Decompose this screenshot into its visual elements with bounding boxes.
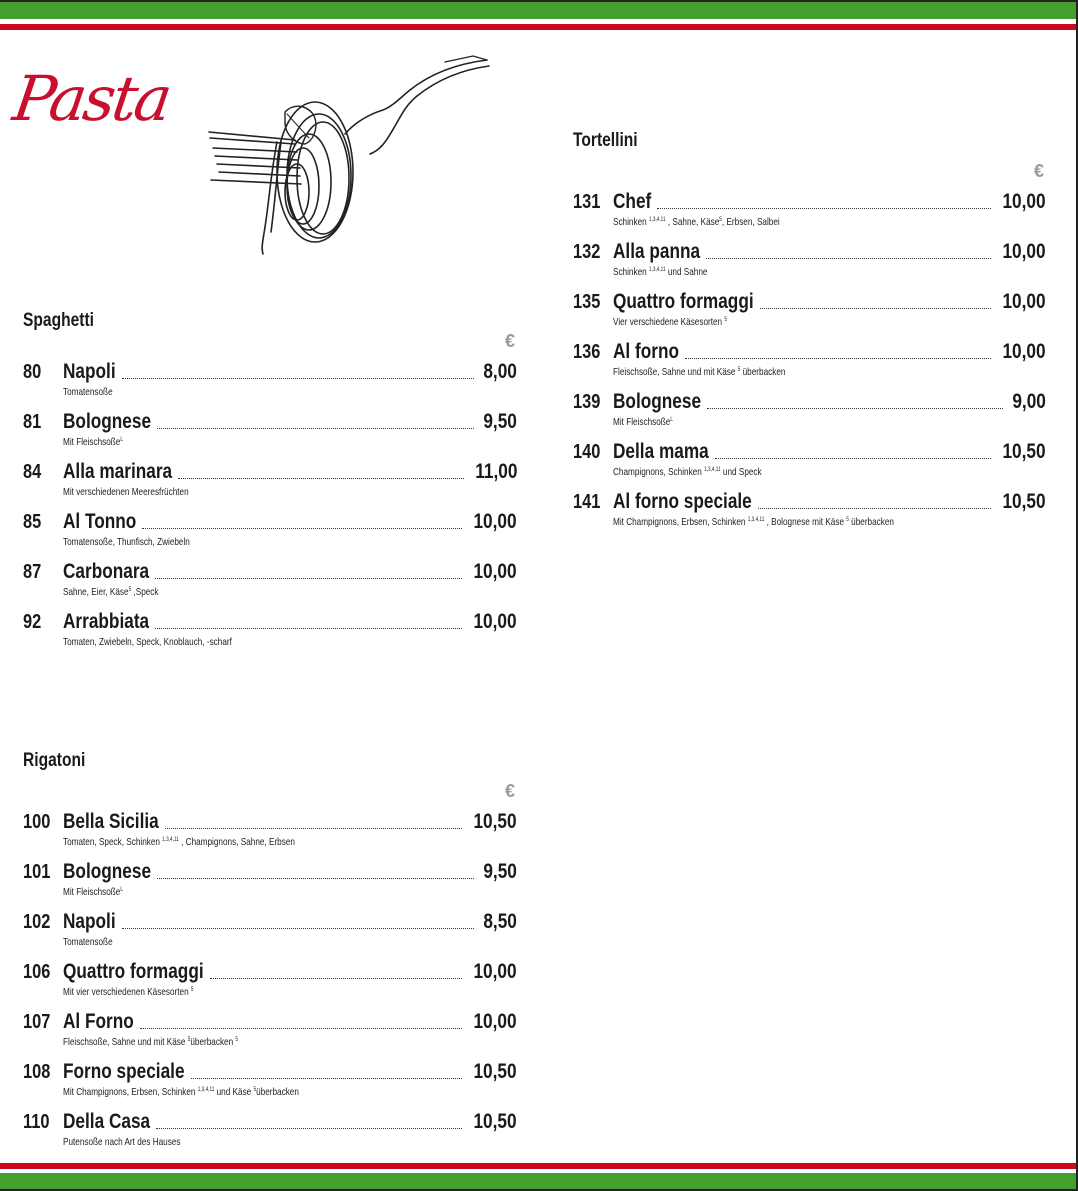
description-text: Putensoße nach Art des Hauses (63, 1136, 181, 1148)
item-number: 136 (573, 341, 601, 363)
menu-item (573, 290, 1046, 334)
item-name: Quattro formaggi (63, 960, 204, 983)
item-name-wrap (63, 960, 210, 984)
item-price: 11,00 (474, 460, 517, 483)
item-number: 132 (573, 241, 601, 263)
dot-leader (657, 208, 991, 209)
item-line (63, 460, 517, 484)
dot-leader (715, 458, 992, 459)
item-name: Della mama (613, 440, 709, 463)
description-text: überbacken (740, 366, 786, 378)
item-number: 139 (573, 391, 601, 413)
top-green-band (0, 2, 1076, 19)
item-name-wrap (613, 490, 758, 514)
item-line (613, 340, 1046, 364)
item-name-wrap (63, 460, 178, 484)
item-number: 100 (23, 811, 51, 833)
item-line (63, 810, 517, 834)
item-name: Al forno speciale (613, 490, 752, 513)
allergen-footnote: 1,3,4,11 (648, 217, 666, 223)
item-number: 101 (23, 861, 51, 883)
menu-item (23, 1010, 517, 1054)
item-description (613, 216, 780, 228)
allergen-footnote: 5 (128, 587, 132, 593)
dot-leader (142, 528, 462, 529)
item-name: Alla marinara (63, 460, 173, 483)
menu-item (23, 960, 517, 1004)
description-text: , Champignons, Sahne, Erbsen (178, 836, 295, 848)
currency-label: € (505, 331, 516, 351)
page-title: Pasta (8, 62, 174, 135)
dot-leader (706, 258, 991, 259)
description-text: Vier verschiedene Käsesorten (613, 316, 725, 328)
item-price: 10,00 (473, 960, 517, 983)
item-number: 108 (23, 1061, 51, 1083)
dot-leader (157, 878, 474, 879)
item-description (63, 986, 194, 998)
allergen-footnote: 5 (235, 1037, 239, 1043)
dot-leader (760, 308, 992, 309)
description-text: Tomatensoße (63, 386, 113, 398)
item-line (63, 510, 517, 534)
item-name-wrap (613, 240, 706, 264)
dot-leader (157, 428, 474, 429)
menu-item (23, 360, 517, 404)
allergen-footnote: 5 (187, 1037, 191, 1043)
item-price: 10,50 (473, 1060, 517, 1083)
allergen-footnote: 5 (190, 987, 194, 993)
item-name: Della Casa (63, 1110, 151, 1133)
description-text: ,Speck (131, 586, 159, 598)
item-price: 8,00 (483, 360, 517, 383)
item-name-wrap (63, 1110, 156, 1134)
item-name-wrap (63, 410, 157, 434)
item-description (613, 416, 673, 428)
menu-item (23, 910, 517, 954)
menu-item (573, 190, 1046, 234)
description-text: Sahne, Eier, Käse (63, 586, 129, 598)
description-text: Tomaten, Zwiebeln, Speck, Knoblauch, -scharf (63, 636, 232, 648)
allergen-footnote: 5 (719, 217, 722, 223)
item-number: 141 (573, 491, 601, 513)
item-name-wrap (613, 340, 685, 364)
item-number: 140 (573, 441, 601, 463)
dot-leader (685, 358, 991, 359)
description-text: Mit Champignons, Erbsen, Schinken (63, 1086, 198, 1098)
menu-item (23, 460, 517, 504)
item-name: Chef (613, 190, 652, 213)
menu-item (23, 610, 517, 654)
bottom-green-band (0, 1173, 1076, 1189)
item-name-wrap (63, 510, 142, 534)
allergen-footnote: 1,3,4,11 (197, 1087, 215, 1093)
allergen-footnote: L (120, 887, 123, 893)
item-line (63, 1010, 517, 1034)
item-number: 92 (23, 611, 42, 633)
item-name: Arrabbiata (63, 610, 150, 633)
description-text: Mit Fleischsoße (63, 436, 121, 448)
description-text: Fleischsoße, Sahne und mit Käse (63, 1036, 188, 1048)
item-line (63, 360, 517, 384)
allergen-footnote: L (670, 417, 673, 423)
currency-label: € (1034, 161, 1045, 181)
dot-leader (191, 1078, 463, 1079)
item-description (613, 466, 762, 478)
item-line (613, 440, 1046, 464)
item-description (613, 316, 727, 328)
item-name: Bella Sicilia (63, 810, 159, 833)
item-line (63, 610, 517, 634)
item-name-wrap (613, 390, 707, 414)
menu-item (23, 860, 517, 904)
allergen-footnote: 1,3,4,11 (648, 267, 666, 273)
item-price: 10,00 (1002, 240, 1046, 263)
description-text: Fleischsoße, Sahne und mit Käse (613, 366, 738, 378)
item-price: 9,50 (483, 860, 517, 883)
description-text: Mit Fleischsoße (613, 416, 671, 428)
menu-item (573, 440, 1046, 484)
item-line (613, 390, 1046, 414)
description-text: überbacken (256, 1086, 299, 1098)
description-text: und Speck (720, 466, 762, 478)
menu-item (23, 1060, 517, 1104)
item-line (63, 960, 517, 984)
dot-leader (140, 1028, 463, 1029)
item-number: 131 (573, 191, 601, 213)
dot-leader (210, 978, 463, 979)
description-text: und Sahne (665, 266, 708, 278)
menu-item (573, 340, 1046, 384)
dot-leader (122, 378, 475, 379)
item-name-wrap (63, 360, 122, 384)
menu-item (23, 560, 517, 604)
description-text: Mit verschiedenen Meeresfrüchten (63, 486, 189, 498)
item-number: 107 (23, 1011, 51, 1033)
description-text: Champignons, Schinken (613, 466, 705, 478)
section-title-tortellini: Tortellini (573, 130, 638, 151)
fork-with-spaghetti-icon (205, 52, 495, 257)
menu-item (573, 390, 1046, 434)
item-description (63, 836, 295, 848)
item-line (63, 410, 517, 434)
dot-leader (178, 478, 463, 479)
item-description (63, 386, 113, 398)
item-description (63, 636, 232, 648)
item-name: Bolognese (613, 390, 702, 413)
item-number: 110 (23, 1111, 50, 1133)
item-line (63, 560, 517, 584)
item-name: Bolognese (63, 860, 152, 883)
description-text: Mit vier verschiedenen Käsesorten (63, 986, 191, 998)
description-text: überbacken (190, 1036, 236, 1048)
allergen-footnote: 5 (253, 1087, 257, 1093)
item-name-wrap (613, 290, 760, 314)
item-number: 80 (23, 361, 42, 383)
item-number: 85 (23, 511, 42, 533)
item-number: 106 (23, 961, 51, 983)
description-text: Mit Fleischsoße (63, 886, 121, 898)
item-name-wrap (63, 810, 165, 834)
allergen-footnote: 5 (737, 367, 741, 373)
item-line (613, 290, 1046, 314)
item-line (613, 490, 1046, 514)
dot-leader (156, 1128, 462, 1129)
item-name: Napoli (63, 910, 116, 933)
item-name-wrap (63, 1060, 191, 1084)
item-price: 10,50 (1002, 440, 1046, 463)
item-description (63, 1086, 299, 1098)
item-description (63, 1036, 238, 1048)
section-title-rigatoni: Rigatoni (23, 750, 86, 771)
item-name-wrap (613, 190, 657, 214)
item-price: 10,00 (473, 610, 517, 633)
item-name: Al Tonno (63, 510, 137, 533)
description-text: , Bolognese mit Käse (764, 516, 847, 528)
description-text: überbacken (848, 516, 894, 528)
item-description (63, 486, 189, 498)
item-price: 8,50 (483, 910, 517, 933)
item-name: Napoli (63, 360, 116, 383)
allergen-footnote: 5 (846, 517, 849, 523)
item-name: Al forno (613, 340, 679, 363)
item-name-wrap (63, 610, 155, 634)
menu-item (23, 810, 517, 854)
item-name-wrap (63, 560, 155, 584)
item-name-wrap (613, 440, 715, 464)
item-price: 10,00 (1002, 340, 1046, 363)
item-name: Carbonara (63, 560, 150, 583)
item-description (63, 536, 190, 548)
item-number: 102 (23, 911, 51, 933)
description-text: , Sahne, Käse (665, 216, 720, 228)
allergen-footnote: 1,3,4,11 (704, 467, 721, 473)
dot-leader (155, 628, 462, 629)
item-price: 9,00 (1012, 390, 1046, 413)
description-text: Schinken (613, 266, 649, 278)
dot-leader (155, 578, 462, 579)
item-price: 10,00 (473, 510, 517, 533)
item-name: Forno speciale (63, 1060, 185, 1083)
item-name: Alla panna (613, 240, 701, 263)
item-name-wrap (63, 860, 157, 884)
menu-item (23, 510, 517, 554)
description-text: Mit Champignons, Erbsen, Schinken (613, 516, 748, 528)
item-number: 81 (23, 411, 42, 433)
menu-item (23, 1110, 517, 1154)
item-name: Quattro formaggi (613, 290, 754, 313)
description-text: Tomaten, Speck, Schinken (63, 836, 163, 848)
top-red-band (0, 24, 1076, 30)
item-description (613, 516, 894, 528)
item-number: 135 (573, 291, 601, 313)
allergen-footnote: 5 (724, 317, 728, 323)
item-name-wrap (63, 910, 122, 934)
item-name-wrap (63, 1010, 140, 1034)
item-description (613, 366, 785, 378)
item-description (63, 1136, 180, 1148)
item-price: 10,00 (473, 560, 517, 583)
item-description (63, 586, 159, 598)
item-line (63, 1060, 517, 1084)
allergen-footnote: L (120, 437, 123, 443)
item-line (613, 190, 1046, 214)
item-description (63, 886, 123, 898)
item-line (613, 240, 1046, 264)
item-price: 10,50 (473, 810, 517, 833)
item-price: 10,00 (473, 1010, 517, 1033)
item-price: 9,50 (483, 410, 517, 433)
description-text: , Erbsen, Salbei (721, 216, 780, 228)
item-price: 10,00 (1002, 190, 1046, 213)
item-number: 84 (23, 461, 42, 483)
description-text: Tomatensoße, Thunfisch, Zwiebeln (63, 536, 190, 548)
item-price: 10,00 (1002, 290, 1046, 313)
allergen-footnote: 1,3,4,11 (162, 837, 179, 843)
section-title-spaghetti: Spaghetti (23, 310, 94, 331)
menu-item (573, 490, 1046, 534)
item-line (63, 1110, 517, 1134)
item-price: 10,50 (473, 1110, 517, 1133)
menu-item (573, 240, 1046, 284)
item-price: 10,50 (1002, 490, 1046, 513)
description-text: und Käse (214, 1086, 254, 1098)
allergen-footnote: 1,3,4,11 (747, 517, 765, 523)
item-description (63, 436, 123, 448)
item-name: Bolognese (63, 410, 152, 433)
item-description (63, 936, 113, 948)
dot-leader (707, 408, 1003, 409)
bottom-red-band (0, 1163, 1076, 1169)
item-line (63, 910, 517, 934)
dot-leader (165, 828, 463, 829)
menu-item (23, 410, 517, 454)
item-line (63, 860, 517, 884)
currency-label: € (505, 781, 516, 801)
item-description (613, 266, 707, 278)
dot-leader (122, 928, 475, 929)
dot-leader (758, 508, 992, 509)
item-name: Al Forno (63, 1010, 134, 1033)
item-number: 87 (23, 561, 42, 583)
description-text: Tomatensoße (63, 936, 113, 948)
description-text: Schinken (613, 216, 649, 228)
